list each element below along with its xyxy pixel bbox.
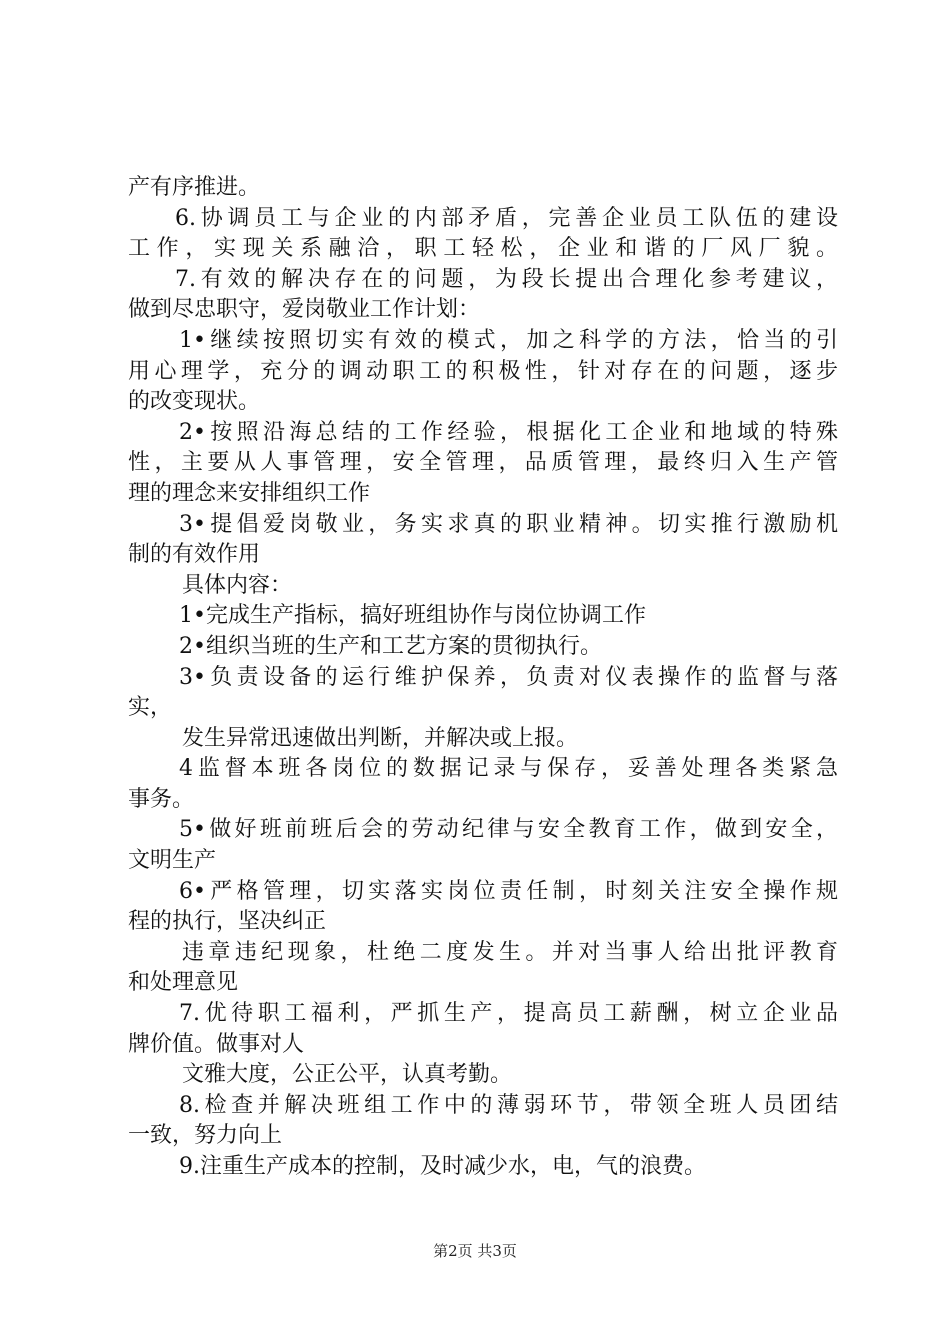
text-line: 和处理意见: [128, 970, 239, 996]
text-line: 9.注重生产成本的控制，及时减少水，电，气的浪费。: [179, 1154, 706, 1179]
text-line: 发生异常迅速做出判断，并解决或上报。: [182, 725, 579, 751]
text-line: 具体内容：: [182, 572, 293, 598]
text-line: 3•负责设备的运行维护保养，负责对仪表操作的监督与落: [179, 664, 838, 690]
text-line: 3•提倡爱岗敬业，务实求真的职业精神。切实推行激励机: [179, 511, 838, 537]
text-line: 1•完成生产指标，搞好班组协作与岗位协调工作: [179, 603, 646, 629]
text-line: 做到尽忠职守，爱岗敬业工作计划：: [128, 297, 481, 323]
text-line: 2•按照沿海总结的工作经验，根据化工企业和地域的特殊: [179, 419, 838, 445]
text-line: 性，主要从人事管理，安全管理，品质管理，最终归入生产管: [128, 450, 838, 476]
text-line: 7.有效的解决存在的问题，为段长提出合理化参考建议，: [175, 266, 838, 292]
text-line: 理的理念来安排组织工作: [128, 480, 371, 506]
text-line: 制的有效作用: [128, 542, 261, 568]
text-line: 5•做好班前班后会的劳动纪律与安全教育工作，做到安全，: [179, 817, 838, 843]
text-line: 7.优待职工福利，严抓生产，提高员工薪酬，树立企业品: [179, 1001, 838, 1027]
text-line: 事务。: [128, 786, 195, 812]
text-line: 的改变现状。: [128, 389, 261, 415]
text-line: 牌价值。做事对人: [128, 1031, 305, 1057]
text-line: 2•组织当班的生产和工艺方案的贯彻执行。: [179, 633, 602, 659]
text-line: 8.检查并解决班组工作中的薄弱环节，带领全班人员团结: [179, 1092, 838, 1118]
text-line: 违章违纪现象，杜绝二度发生。并对当事人给出批评教育: [182, 939, 838, 965]
text-line: 4监督本班各岗位的数据记录与保存，妥善处理各类紧急: [179, 756, 838, 782]
text-line: 程的执行，坚决纠正: [128, 909, 327, 935]
text-line: 6•严格管理，切实落实岗位责任制，时刻关注安全操作规: [179, 878, 838, 904]
text-line: 实，: [128, 695, 173, 721]
document-body: [128, 173, 838, 1183]
page-number-footer: 第2页 共3页: [433, 1242, 517, 1260]
text-line: 6.协调员工与企业的内部矛盾，完善企业员工队伍的建设: [175, 205, 838, 231]
text-line: 文雅大度，公正公平，认真考勤。: [182, 1062, 513, 1088]
text-line: 一致，努力向上: [128, 1123, 283, 1149]
text-line: 工作，实现关系融洽，职工轻松，企业和谐的厂风厂貌。: [128, 236, 838, 262]
text-line: 文明生产: [128, 848, 217, 874]
text-line: 1•继续按照切实有效的模式，加之科学的方法，恰当的引: [179, 327, 838, 353]
text-line: 用心理学，充分的调动职工的积极性，针对存在的问题，逐步: [128, 358, 838, 384]
text-line: 产有序推进。: [128, 175, 261, 200]
